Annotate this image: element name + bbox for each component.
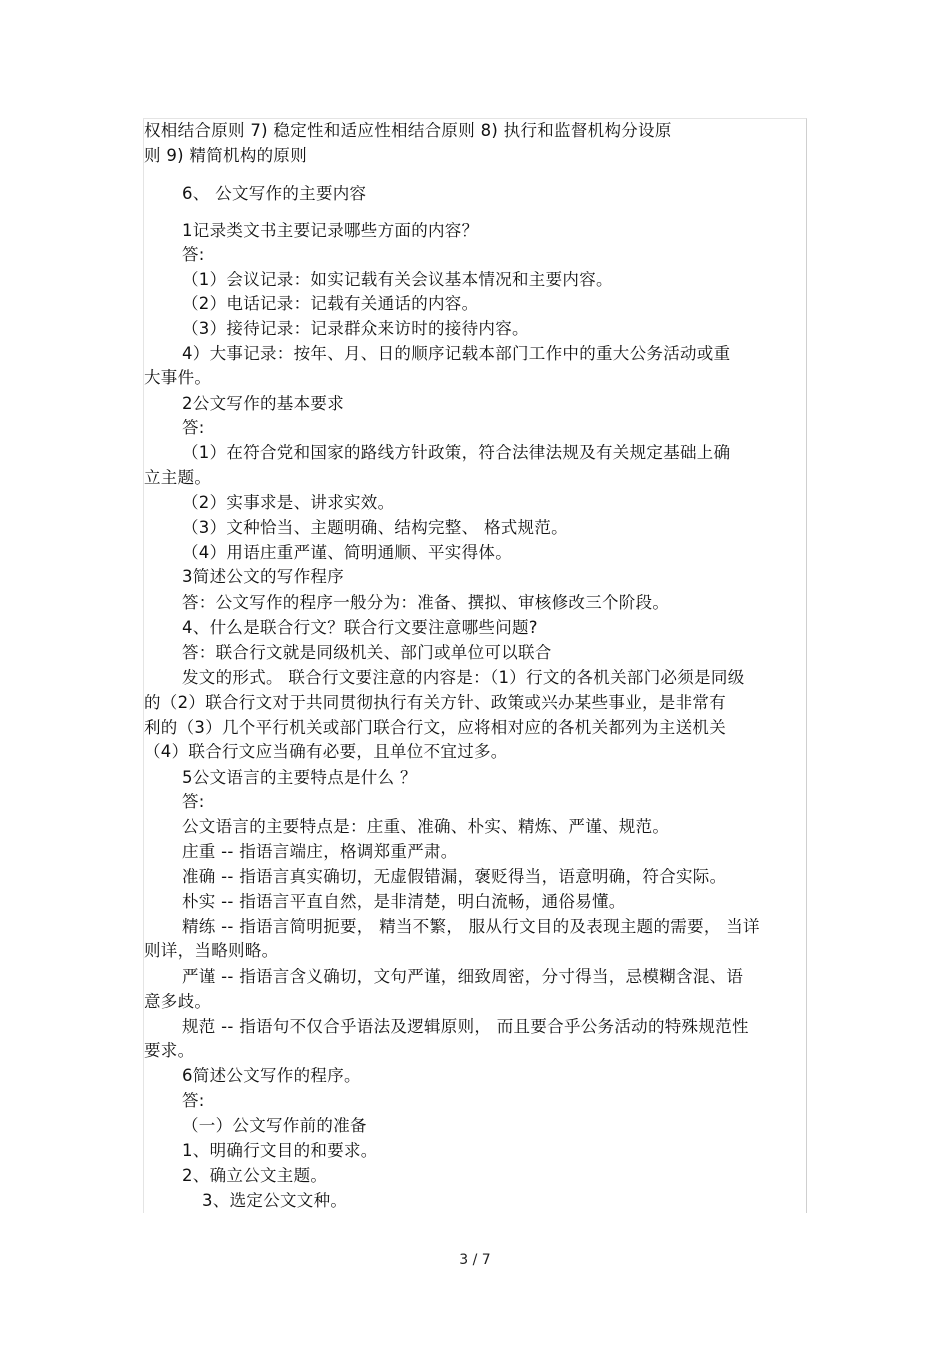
question: 5公文语言的主要特点是什么 ？: [182, 768, 417, 787]
text-line: （1）会议记录：如实记载有关会议基本情况和主要内容。: [182, 270, 613, 289]
page-number: 3 / 7: [459, 1252, 491, 1268]
text-line: 公文语言的主要特点是：庄重、准确、朴实、精炼、严谨、规范。: [182, 817, 670, 836]
text-line: 利的（3）几个平行机关或部门联合行文，应将相对应的各机关都列为主送机关: [144, 718, 726, 737]
question: 6简述公文写作的程序。: [182, 1066, 361, 1085]
text-line: 3、选定公文文种。: [202, 1191, 348, 1210]
text-line: 则详，当略则略。: [144, 941, 279, 960]
text-line: 1、明确行文目的和要求。: [182, 1141, 378, 1160]
answer-label: 答:: [182, 418, 205, 437]
text-line: 意多歧。: [144, 992, 212, 1011]
answer-label: 答:: [182, 1091, 205, 1110]
answer-label: 答:: [182, 792, 205, 811]
text-line: 答：联合行文就是同级机关、部门或单位可以联合: [182, 643, 552, 662]
text-line: 发文的形式。 联合行文要注意的内容是：（1）行文的各机关部门必须是同级: [182, 668, 745, 687]
text-line: 庄重 -- 指语言端庄，格调郑重严肃。: [182, 842, 458, 861]
text-line: （4）用语庄重严谨、简明通顺、平实得体。: [182, 543, 512, 562]
text-line: 则 9) 精简机构的原则: [144, 146, 308, 165]
text-line: （2）实事求是、讲求实效。: [182, 493, 395, 512]
text-line: 大事件。: [144, 368, 212, 387]
text-line: 的（2）联合行文对于共同贯彻执行有关方针、政策或兴办某些事业，是非常有: [144, 693, 726, 712]
text-line: 严谨 -- 指语言含义确切，文句严谨，细致周密，分寸得当，忌模糊含混、语: [182, 967, 744, 986]
text-line: 4）大事记录：按年、月、日的顺序记载本部门工作中的重大公务活动或重: [182, 344, 731, 363]
text-line: 要求。: [144, 1041, 195, 1060]
question: 3简述公文的写作程序: [182, 567, 344, 586]
text-line: 规范 -- 指语句不仅合乎语法及逻辑原则， 而且要合乎公务活动的特殊规范性: [182, 1017, 749, 1036]
text-line: （3）接待记录：记录群众来访时的接待内容。: [182, 319, 529, 338]
text-line: 准确 -- 指语言真实确切，无虚假错漏，褒贬得当，语意明确，符合实际。: [182, 867, 727, 886]
text-line: （4）联合行文应当确有必要，且单位不宜过多。: [144, 742, 508, 761]
text-line: 立主题。: [144, 468, 212, 487]
text-line: 答：公文写作的程序一般分为：准备、撰拟、审核修改三个阶段。: [182, 593, 670, 612]
document-page: [143, 118, 807, 1213]
text-line: （一）公文写作前的准备: [182, 1116, 367, 1135]
text-line: 2、确立公文主题。: [182, 1166, 328, 1185]
text-line: 朴实 -- 指语言平直自然，是非清楚，明白流畅，通俗易懂。: [182, 892, 626, 911]
text-line: （1）在符合党和国家的路线方针政策，符合法律法规及有关规定基础上确: [182, 443, 731, 462]
section-heading: 6、 公文写作的主要内容: [182, 184, 367, 203]
question: 4、什么是联合行文？联合行文要注意哪些问题?: [182, 618, 538, 637]
question: 2公文写作的基本要求: [182, 394, 344, 413]
answer-label: 答:: [182, 245, 205, 264]
question: 1记录类文书主要记录哪些方面的内容？: [182, 221, 479, 240]
text-line: 精练 -- 指语言简明扼要， 精当不繁， 服从行文目的及表现主题的需要， 当详: [182, 917, 760, 936]
text-line: 权相结合原则 7) 稳定性和适应性相结合原则 8) 执行和监督机构分设原: [144, 121, 672, 140]
text-line: （2）电话记录：记载有关通话的内容。: [182, 294, 479, 313]
text-line: （3）文种恰当、主题明确、结构完整、 格式规范。: [182, 518, 568, 537]
